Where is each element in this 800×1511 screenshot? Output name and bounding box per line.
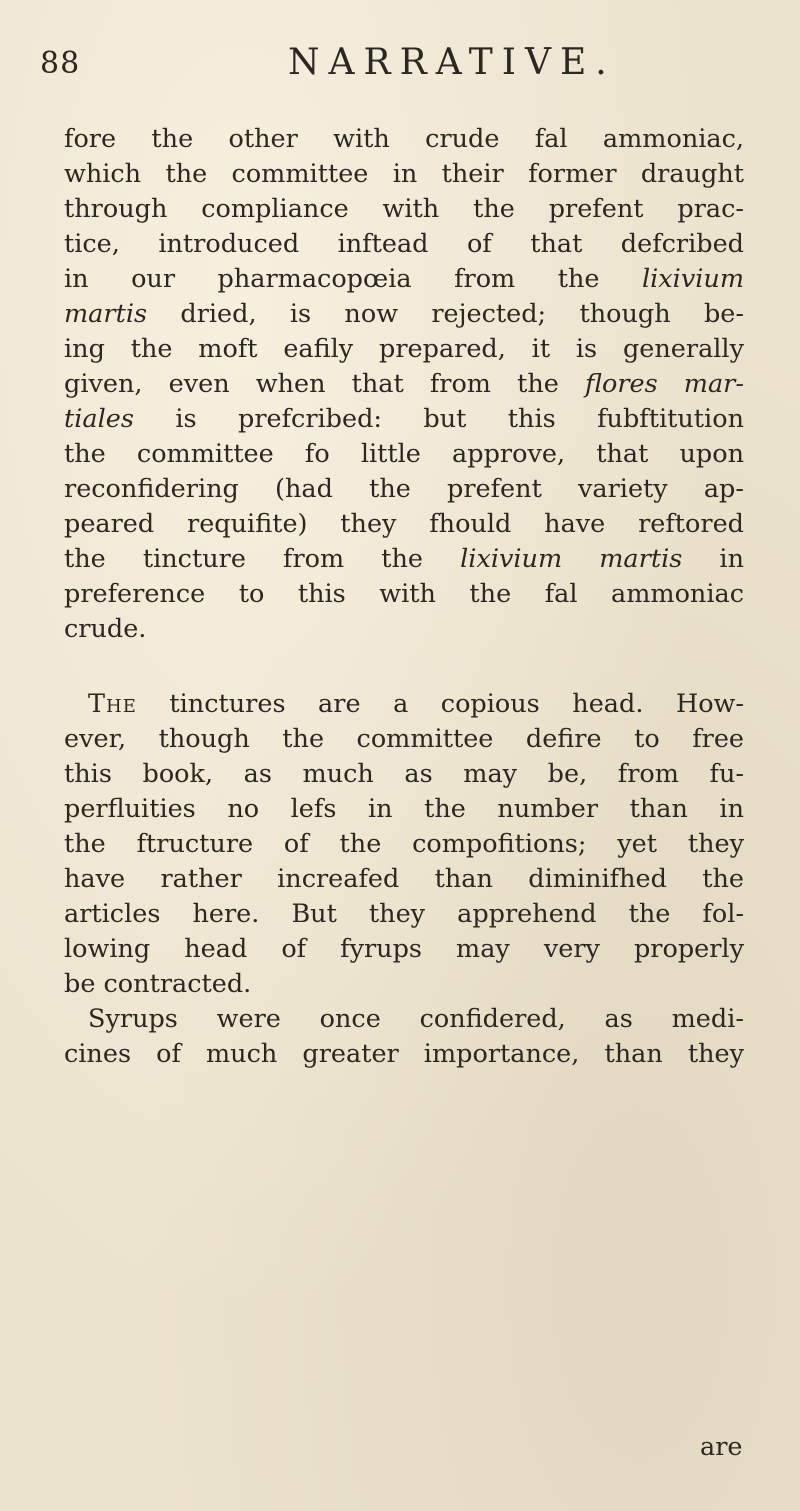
text-segment: tinctures are a copious head. How- <box>169 689 744 719</box>
text-line: Syrups were once confidered, as medi- <box>88 1004 744 1034</box>
paragraph-3 <box>64 1002 744 1072</box>
text-line <box>64 367 744 402</box>
text-segment: dried, is now rejected; though be- <box>180 299 744 329</box>
italic-term: tiales <box>64 404 134 434</box>
text-line: crude. <box>64 614 147 644</box>
small-caps-word: The <box>88 689 137 719</box>
text-line: the ftructure of the compofitions; yet they <box>64 829 744 859</box>
italic-term: lixivium <box>641 264 744 294</box>
text-line: this book, as much as may be, from fu- <box>64 759 744 789</box>
text-line: ing the moft eafily prepared, it is generally <box>64 334 744 364</box>
page-header <box>40 38 740 98</box>
text-line <box>64 542 744 577</box>
text-segment: in our pharmacopœia from the <box>64 264 600 294</box>
text-line: have rather increafed than diminifhed the <box>64 864 744 894</box>
text-line: articles here. But they apprehend the fol- <box>64 899 744 929</box>
paragraph-1 <box>64 122 744 647</box>
text-line: which the committee in their former draught <box>64 159 744 189</box>
text-line: through compliance with the prefent prac- <box>64 194 744 224</box>
paragraph-gap <box>64 647 744 687</box>
text-line: the committee fo little approve, that upon <box>64 439 744 469</box>
catchword: are <box>700 1432 743 1462</box>
text-line: lowing head of fyrups may very properly <box>64 934 744 964</box>
text-line <box>64 262 744 297</box>
paragraph-2 <box>64 687 744 1002</box>
text-line <box>64 402 744 437</box>
italic-term: lixivium martis <box>460 544 683 574</box>
text-line <box>64 297 744 332</box>
text-line: reconfidering (had the prefent variety ap- <box>64 474 744 504</box>
text-segment: given, even when that from the <box>64 369 559 399</box>
text-line <box>64 687 744 722</box>
body-text <box>64 122 744 1072</box>
text-line: ever, though the committee defire to free <box>64 724 744 754</box>
text-line: perfluities no lefs in the number than in <box>64 794 744 824</box>
italic-term: flores mar- <box>584 369 744 399</box>
text-segment: the tincture from the <box>64 544 424 574</box>
text-line: tice, introduced inftead of that defcribed <box>64 229 744 259</box>
text-segment: in <box>719 544 744 574</box>
text-line: cines of much greater importance, than they <box>64 1039 744 1069</box>
text-segment: is prefcribed: but this fubftitution <box>175 404 744 434</box>
text-line: be contracted. <box>64 969 252 999</box>
text-line: peared requifite) they fhould have reftored <box>64 509 744 539</box>
page-number: 88 <box>40 46 81 81</box>
italic-term: martis <box>64 299 148 329</box>
text-line: fore the other with crude fal ammoniac, <box>64 124 744 154</box>
running-head: NARRATIVE. <box>288 42 616 83</box>
text-line: preference to this with the fal ammoniac <box>64 579 744 609</box>
